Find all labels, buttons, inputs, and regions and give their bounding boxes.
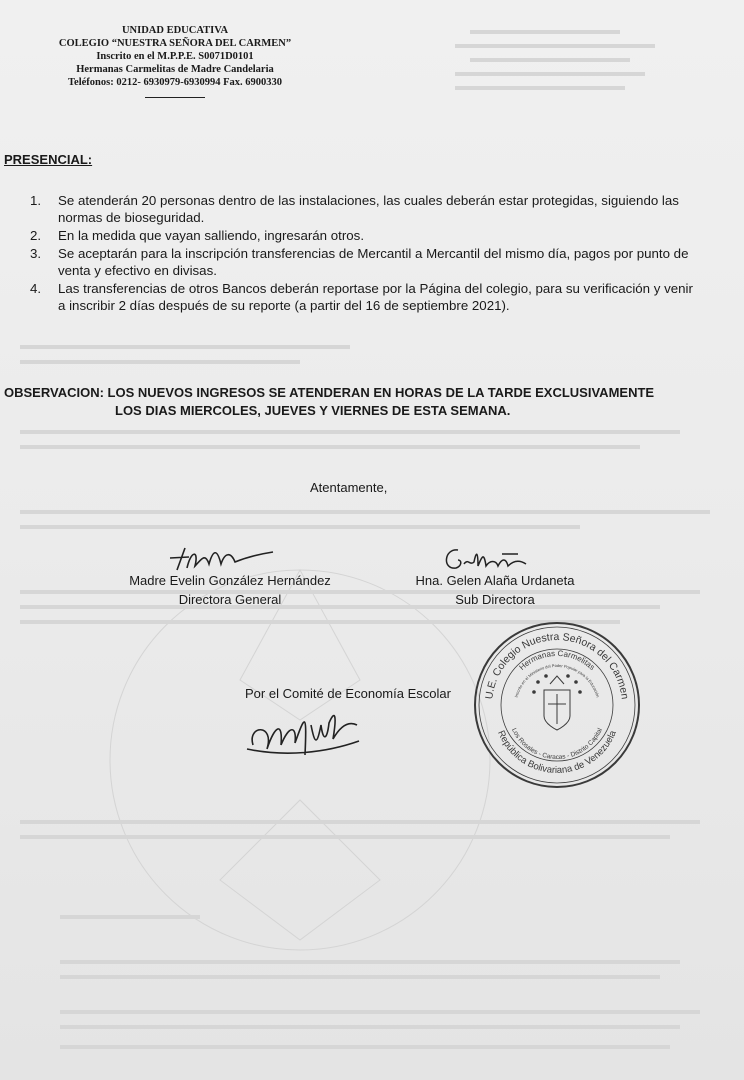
signatory-role: Directora General [178, 592, 282, 607]
header-line-2: COLEGIO “NUESTRA SEÑORA DEL CARMEN” [58, 38, 292, 49]
list-item-text: Las transferencias de otros Bancos deberán reportase por la Página del colegio, para su verificación y venir a inscribir 2 días después de su reporte (a partir del 16 de septiembre 2021). [58, 281, 693, 313]
observation-line-1: OBSERVACION: LOS NUEVOS INGRESOS SE ATENDERAN EN HORAS DE LA TARDE EXCLUSIVAMENTE [4, 385, 655, 400]
signatory-name: Hna. Gelen Alaña Urdaneta [415, 573, 575, 588]
list-item [30, 192, 700, 226]
observation-line-2: LOS DIAS MIERCOLES, JUEVES Y VIERNES DE ESTA SEMANA. [115, 403, 511, 418]
header-divider [145, 97, 205, 98]
stamp-inner-small: Inscrito en el Ministerio del Poder Popular para la Educación [513, 662, 601, 698]
closing-salutation: Atentamente, [310, 480, 388, 495]
stamp-inner-top: Hermanas Carmelitas [517, 648, 597, 673]
list-item-text: En la medida que vayan salliendo, ingresarán otros. [58, 228, 365, 243]
committee-label: Por el Comité de Economía Escolar [245, 686, 451, 701]
list-item-text: Se aceptarán para la inscripción transferencias de Mercantil a Mercantil del mismo día, pagos por punto de venta y efectivo en divisas. [58, 246, 689, 278]
list-item-number: 1. [30, 193, 42, 208]
stamp-bottom: Los Rosales - Caracas - Distrito Capital [510, 727, 604, 761]
list-item-text: Se atenderán 20 personas dentro de las instalaciones, las cuales deberán estar protegidas, siguiendo las normas de bioseguridad. [58, 193, 679, 225]
stamp-outer-bottom: República Bolivariana de Venezuela [495, 728, 619, 777]
list-item [30, 227, 700, 244]
list-item [30, 245, 700, 279]
signatory-role: Sub Directora [455, 592, 535, 607]
committee-signature [245, 705, 365, 765]
school-header [30, 24, 320, 98]
header-line-5: Teléfonos: 0212- 6930979-6930994 Fax. 6900330 [68, 77, 282, 88]
stamp-emblem-icon [533, 675, 582, 730]
signatory-subdirector [400, 571, 590, 609]
list-item-number: 2. [30, 228, 42, 243]
list-item-number: 3. [30, 246, 42, 261]
stamp-outer-top: U.E. Colegio Nuestra Señora del Carmen [483, 630, 631, 700]
signatory-name: Madre Evelin González Hernández [129, 573, 331, 588]
header-line-1: UNIDAD EDUCATIVA [121, 25, 229, 36]
observation-note [4, 384, 704, 420]
official-stamp [472, 620, 642, 790]
signatory-director [110, 571, 350, 609]
instructions-list [30, 192, 700, 315]
section-title: PRESENCIAL: [4, 152, 93, 167]
header-line-3: Inscrito en el M.P.P.E. S0071D0101 [96, 51, 254, 62]
subdirector-signature [440, 544, 550, 574]
header-line-4: Hermanas Carmelitas de Madre Candelaria [76, 64, 274, 75]
list-item-number: 4. [30, 281, 42, 296]
list-item [30, 280, 700, 314]
